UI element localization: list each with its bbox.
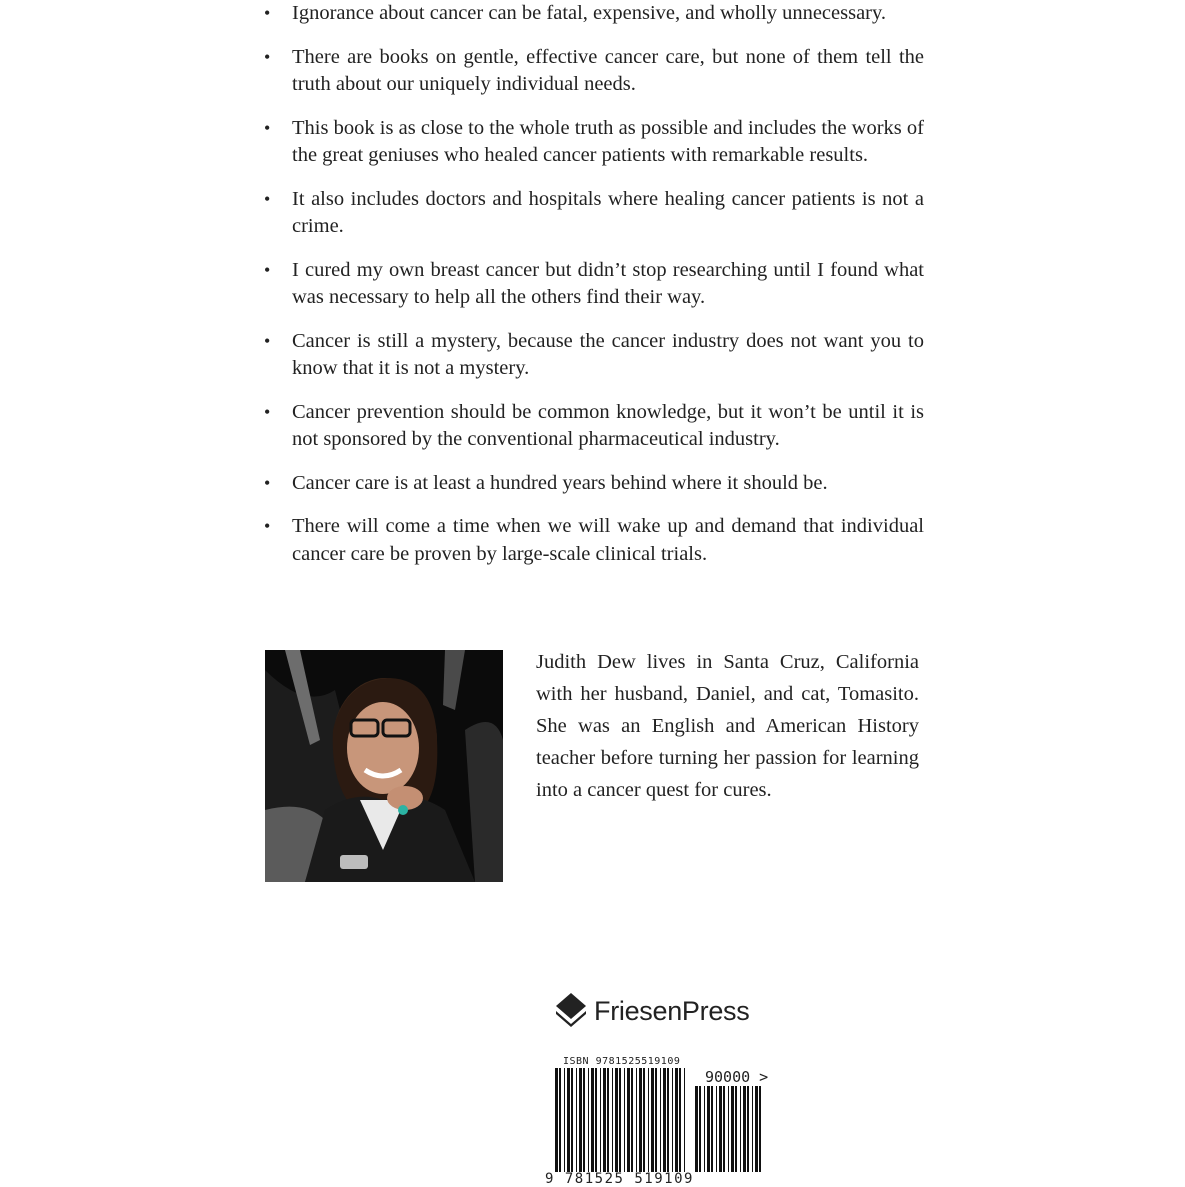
bullet-item: [264, 186, 924, 241]
bullet-item: [264, 115, 924, 170]
diamond-logo-icon: [556, 993, 586, 1029]
bullet-item: [264, 470, 924, 498]
bullet-text: There will come a time when we will wake up and demand that individual cancer care be proven by large-scale clinical trials.: [292, 515, 924, 565]
bullet-dot-icon: •: [264, 516, 271, 536]
bullet-text: This book is as close to the whole truth as possible and includes the works of the great geniuses who healed cancer patients with remarkable results.: [292, 116, 924, 166]
publisher-name: FriesenPress: [594, 995, 750, 1026]
bullet-dot-icon: •: [264, 330, 271, 351]
bullet-text: Ignorance about cancer can be fatal, expensive, and wholly unnecessary.: [292, 2, 887, 24]
isbn-label: ISBN 9781525519109: [563, 1056, 681, 1067]
bullet-item: [264, 44, 924, 99]
barcode-bars: [555, 1068, 687, 1172]
bullet-text: I cured my own breast cancer but didn’t stop researching until I found what was necessary to help all the others find their way.: [292, 258, 924, 308]
bullet-text: Cancer care is at least a hundred years behind where it should be.: [292, 471, 828, 494]
bullet-text: There are books on gentle, effective cancer care, but none of them tell the truth about our uniquely individual needs.: [292, 45, 924, 95]
bullet-dot-icon: •: [264, 3, 271, 23]
bullet-dot-icon: •: [264, 117, 271, 138]
author-portrait-image: [265, 650, 503, 882]
bullet-dot-icon: •: [264, 401, 271, 422]
isbn-digits: 9 781525 519109: [545, 1171, 694, 1187]
isbn-barcode: [545, 1056, 775, 1186]
author-photo: [265, 650, 503, 882]
bullet-item: [264, 399, 924, 454]
publisher-logo: [556, 992, 749, 1030]
bullet-dot-icon: •: [264, 46, 271, 67]
bullet-list: [264, 0, 924, 584]
bullet-dot-icon: •: [264, 472, 271, 493]
bullet-item: [264, 513, 924, 568]
author-bio: Judith Dew lives in Santa Cruz, California with her husband, Daniel, and cat, Tomasito. She was an English and American History teacher before turning her passion for learning into a cancer quest for cures.: [536, 651, 919, 801]
barcode-addon-bars: [695, 1086, 765, 1172]
bullet-item: [264, 257, 924, 312]
bullet-text: Cancer is still a mystery, because the cancer industry does not want you to know that it is not a mystery.: [292, 329, 924, 379]
bullet-dot-icon: •: [264, 188, 271, 209]
bullet-item: [264, 328, 924, 383]
bullet-text: It also includes doctors and hospitals where healing cancer patients is not a crime.: [292, 187, 924, 237]
bullet-dot-icon: •: [264, 259, 271, 280]
bullet-text: Cancer prevention should be common knowledge, but it won’t be until it is not sponsored by the conventional pharmaceutical industry.: [292, 400, 924, 450]
bullet-item: [264, 0, 924, 28]
price-code: 90000 >: [705, 1068, 769, 1086]
